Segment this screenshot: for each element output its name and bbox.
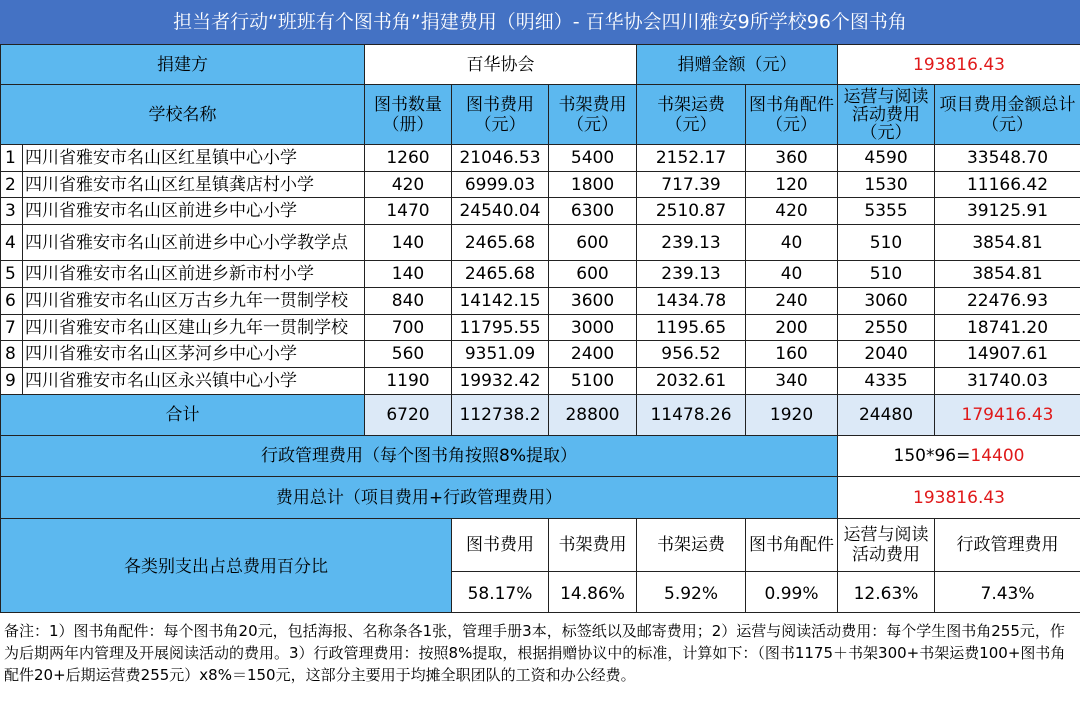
pct-header-shelf-cost: 书架费用 <box>549 519 637 572</box>
sheet-title: 担当者行动“班班有个图书角”捐建费用（明细）- 百华协会四川雅安9所学校96个图书角 <box>0 0 1080 44</box>
row-index: 4 <box>1 225 23 261</box>
school-name: 四川省雅安市名山区万古乡九年一贯制学校 <box>23 288 365 315</box>
school-name: 四川省雅安市名山区前进乡中心小学教学点 <box>23 225 365 261</box>
total-shelf-cost: 28800 <box>549 395 637 436</box>
total-shelf-shipping: 11478.26 <box>637 395 746 436</box>
admin-fee-amount: 14400 <box>970 446 1025 466</box>
pct-header-operation-cost: 运营与阅读活动费用 <box>838 519 935 572</box>
total-book-count: 6720 <box>365 395 452 436</box>
table-row <box>1 145 1080 172</box>
accessories: 420 <box>746 198 838 225</box>
row-index: 1 <box>1 145 23 172</box>
operation-cost: 4335 <box>838 368 935 395</box>
shelf-cost: 6300 <box>549 198 637 225</box>
accessories: 240 <box>746 288 838 315</box>
book-cost: 2465.68 <box>452 261 549 288</box>
book-count: 1260 <box>365 145 452 172</box>
header-accessories: 图书角配件（元） <box>746 85 838 145</box>
book-cost: 2465.68 <box>452 225 549 261</box>
shelf-shipping: 956.52 <box>637 341 746 368</box>
operation-cost: 5355 <box>838 198 935 225</box>
book-count: 140 <box>365 261 452 288</box>
shelf-cost: 5100 <box>549 368 637 395</box>
accessories: 160 <box>746 341 838 368</box>
row-index: 9 <box>1 368 23 395</box>
pct-header-admin-fee: 行政管理费用 <box>935 519 1080 572</box>
book-cost: 21046.53 <box>452 145 549 172</box>
header-project-total: 项目费用金额总计（元） <box>935 85 1080 145</box>
pct-header-book-cost: 图书费用 <box>452 519 549 572</box>
donor-row <box>1 45 1080 85</box>
percentage-label: 各类别支出占总费用百分比 <box>1 519 452 616</box>
cost-table <box>0 44 1080 616</box>
book-count: 1190 <box>365 368 452 395</box>
donor-label: 捐建方 <box>1 45 365 85</box>
project-total: 14907.61 <box>935 341 1080 368</box>
remarks-note: 备注：1）图书角配件：每个图书角20元，包括海报、名称条各1张，管理手册3本，标签纸以及邮寄费用；2）运营与阅读活动费用：每个学生图书角255元，作为后期两年内管理及开展阅读活动的费用。3）行政管理费用：按照8%提取，根据捐赠协议中的标准，计算如下：（图书1175＋书架300+书架运费100+图书角配件20+后期运营费255元）x8%＝150元，这部分主要用于均摊全职团队的工资和办公经费。 <box>0 612 1080 712</box>
project-total: 11166.42 <box>935 172 1080 198</box>
accessories: 200 <box>746 315 838 341</box>
book-count: 420 <box>365 172 452 198</box>
operation-cost: 4590 <box>838 145 935 172</box>
donation-amount-value: 193816.43 <box>838 45 1080 85</box>
table-row <box>1 368 1080 395</box>
total-book-cost: 112738.2 <box>452 395 549 436</box>
operation-cost: 2040 <box>838 341 935 368</box>
shelf-shipping: 239.13 <box>637 225 746 261</box>
operation-cost: 510 <box>838 225 935 261</box>
grand-total-label: 费用总计（项目费用+行政管理费用） <box>1 477 838 519</box>
shelf-shipping: 2152.17 <box>637 145 746 172</box>
header-shelf-cost: 书架费用（元） <box>549 85 637 145</box>
accessories: 340 <box>746 368 838 395</box>
grand-total-row <box>1 477 1080 519</box>
school-name: 四川省雅安市名山区永兴镇中心小学 <box>23 368 365 395</box>
book-cost: 24540.04 <box>452 198 549 225</box>
project-total: 22476.93 <box>935 288 1080 315</box>
grand-total-value: 193816.43 <box>838 477 1080 519</box>
total-accessories: 1920 <box>746 395 838 436</box>
school-name: 四川省雅安市名山区茅河乡中心小学 <box>23 341 365 368</box>
table-row <box>1 315 1080 341</box>
row-index: 2 <box>1 172 23 198</box>
row-index: 3 <box>1 198 23 225</box>
shelf-shipping: 239.13 <box>637 261 746 288</box>
accessories: 40 <box>746 261 838 288</box>
shelf-shipping: 1434.78 <box>637 288 746 315</box>
book-cost: 6999.03 <box>452 172 549 198</box>
school-name: 四川省雅安市名山区红星镇龚店村小学 <box>23 172 365 198</box>
pct-header-accessories: 图书角配件 <box>746 519 838 572</box>
pct-header-shelf-shipping: 书架运费 <box>637 519 746 572</box>
shelf-cost: 2400 <box>549 341 637 368</box>
operation-cost: 3060 <box>838 288 935 315</box>
table-row <box>1 198 1080 225</box>
school-name: 四川省雅安市名山区前进乡新市村小学 <box>23 261 365 288</box>
shelf-shipping: 717.39 <box>637 172 746 198</box>
pct-accessories: 0.99% <box>746 572 838 616</box>
shelf-shipping: 2510.87 <box>637 198 746 225</box>
book-count: 700 <box>365 315 452 341</box>
project-total: 39125.91 <box>935 198 1080 225</box>
pct-book-cost: 58.17% <box>452 572 549 616</box>
header-school: 学校名称 <box>1 85 365 145</box>
pct-operation-cost: 12.63% <box>838 572 935 616</box>
book-cost: 9351.09 <box>452 341 549 368</box>
shelf-cost: 5400 <box>549 145 637 172</box>
accessories: 40 <box>746 225 838 261</box>
school-name: 四川省雅安市名山区建山乡九年一贯制学校 <box>23 315 365 341</box>
pct-admin-fee: 7.43% <box>935 572 1080 616</box>
table-row <box>1 288 1080 315</box>
project-total: 31740.03 <box>935 368 1080 395</box>
table-row <box>1 172 1080 198</box>
shelf-shipping: 1195.65 <box>637 315 746 341</box>
accessories: 360 <box>746 145 838 172</box>
header-book-cost: 图书费用（元） <box>452 85 549 145</box>
shelf-cost: 600 <box>549 225 637 261</box>
book-cost: 11795.55 <box>452 315 549 341</box>
percentage-header-row <box>1 519 1080 572</box>
book-count: 140 <box>365 225 452 261</box>
table-row <box>1 261 1080 288</box>
shelf-cost: 3600 <box>549 288 637 315</box>
row-index: 5 <box>1 261 23 288</box>
row-index: 8 <box>1 341 23 368</box>
shelf-cost: 3000 <box>549 315 637 341</box>
operation-cost: 2550 <box>838 315 935 341</box>
row-index: 6 <box>1 288 23 315</box>
total-operation-cost: 24480 <box>838 395 935 436</box>
project-total: 33548.70 <box>935 145 1080 172</box>
donation-amount-label: 捐赠金额（元） <box>637 45 838 85</box>
school-name: 四川省雅安市名山区前进乡中心小学 <box>23 198 365 225</box>
book-count: 560 <box>365 341 452 368</box>
pct-shelf-shipping: 5.92% <box>637 572 746 616</box>
project-total: 3854.81 <box>935 225 1080 261</box>
project-total: 18741.20 <box>935 315 1080 341</box>
header-row <box>1 85 1080 145</box>
table-row <box>1 341 1080 368</box>
header-operation-cost: 运营与阅读活动费用（元） <box>838 85 935 145</box>
book-cost: 19932.42 <box>452 368 549 395</box>
operation-cost: 510 <box>838 261 935 288</box>
book-cost: 14142.15 <box>452 288 549 315</box>
operation-cost: 1530 <box>838 172 935 198</box>
row-index: 7 <box>1 315 23 341</box>
book-count: 840 <box>365 288 452 315</box>
table-row <box>1 225 1080 261</box>
total-project-cost: 179416.43 <box>935 395 1080 436</box>
project-total: 3854.81 <box>935 261 1080 288</box>
admin-fee-value <box>838 436 1080 477</box>
header-book-count: 图书数量（册） <box>365 85 452 145</box>
admin-fee-label: 行政管理费用（每个图书角按照8%提取） <box>1 436 838 477</box>
pct-shelf-cost: 14.86% <box>549 572 637 616</box>
donor-value: 百华协会 <box>365 45 637 85</box>
book-count: 1470 <box>365 198 452 225</box>
admin-fee-row <box>1 436 1080 477</box>
accessories: 120 <box>746 172 838 198</box>
shelf-shipping: 2032.61 <box>637 368 746 395</box>
header-shelf-shipping: 书架运费（元） <box>637 85 746 145</box>
admin-fee-formula: 150*96= <box>893 446 971 466</box>
total-label: 合计 <box>1 395 365 436</box>
total-row <box>1 395 1080 436</box>
school-name: 四川省雅安市名山区红星镇中心小学 <box>23 145 365 172</box>
shelf-cost: 1800 <box>549 172 637 198</box>
shelf-cost: 600 <box>549 261 637 288</box>
